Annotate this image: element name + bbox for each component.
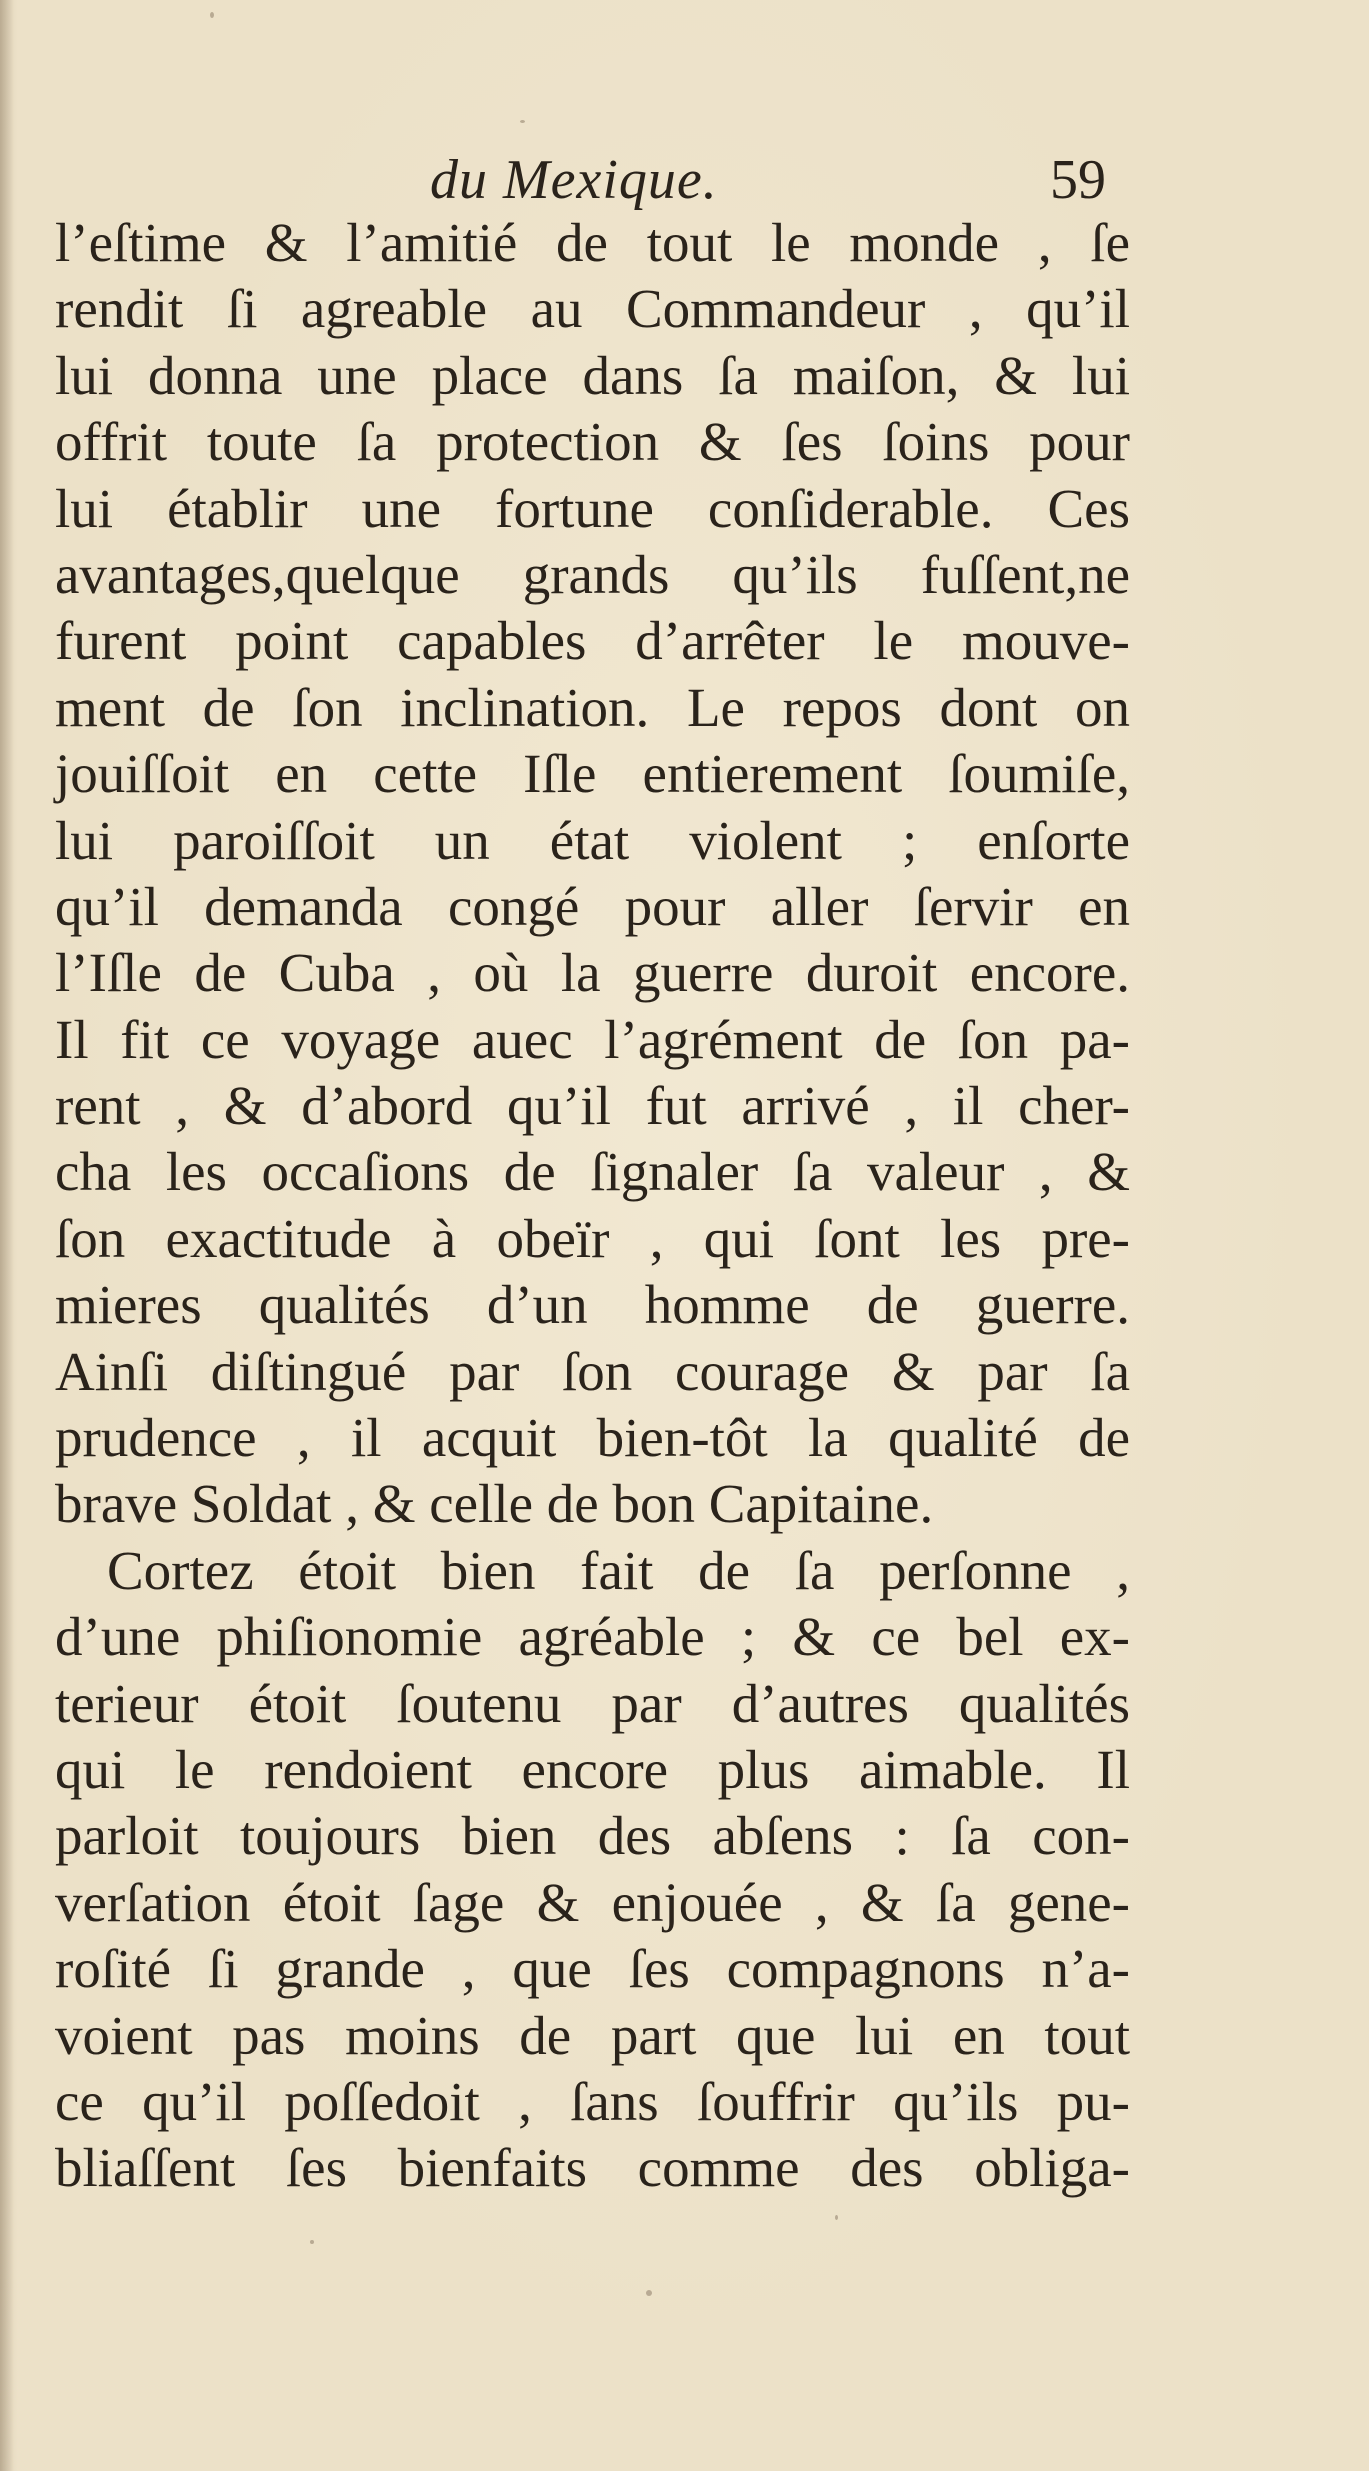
text-line: rent , & d’abord qu’il fut arrivé , il cher- [55,1075,1130,1137]
text-line: ment de ſon inclination. Le repos dont on [55,676,1130,738]
running-head [0,140,1369,220]
page-number: 59 [1050,149,1106,211]
text-line: d’une phiſionomie agréable ; & ce bel ex- [55,1606,1130,1668]
text-line: offrit toute ſa protection & ſes ſoins pour [55,411,1130,473]
text-line: ce qu’il poſſedoit , ſans ſouffrir qu’ils pu- [55,2070,1130,2132]
text-line: voient pas moins de part que lui en tout [55,2004,1130,2066]
body-text [55,210,1130,2202]
text-line: lui donna une place dans ſa maiſon, & lui [55,344,1130,406]
paper-speck [310,2240,314,2244]
text-line: jouiſſoit en cette Iſle entierement ſoumiſe, [55,743,1130,805]
page-gutter-shadow [0,0,14,2471]
text-line: mieres qualités d’un homme de guerre. [55,1274,1130,1336]
text-line: qui le rendoient encore plus aimable. Il [55,1738,1130,1800]
text-line: l’eſtime & l’amitié de tout le monde , ſe [55,212,1130,273]
text-line: rendit ſi agreable au Commandeur , qu’il [55,278,1130,340]
text-line: avantages,quelque grands qu’ils fuſſent,ne [55,543,1130,605]
paragraph-last-line: brave Soldat , & celle de bon Capitaine. [55,1473,934,1535]
text-line: furent point capables d’arrêter le mouve- [55,610,1130,672]
paper-speck [646,2290,652,2296]
text-line: lui paroiſſoit un état violent ; enſorte [55,809,1130,871]
text-line: cha les occaſions de ſignaler ſa valeur , & [55,1141,1130,1203]
text-line: lui établir une fortune conſiderable. Ces [55,477,1130,539]
text-line: l’Iſle de Cuba , où la guerre duroit encore. [55,942,1130,1004]
text-line: Ainſi diſtingué par ſon courage & par ſa [55,1340,1130,1402]
paper-speck [835,2215,838,2220]
text-line: bliaſſent ſes bienfaits comme des obliga- [55,2137,1130,2199]
paper-speck [210,12,214,18]
text-line: qu’il demanda congé pour aller ſervir en [55,875,1130,937]
text-line: verſation étoit ſage & enjouée , & ſa gene- [55,1871,1130,1933]
text-line: ſon exactitude à obeïr , qui ſont les pre- [55,1207,1130,1269]
paragraph-first-line: Cortez étoit bien fait de ſa perſonne , [107,1539,1130,1601]
running-head-title: du Mexique. [430,149,718,211]
text-line: parloit toujours bien des abſens : ſa con- [55,1805,1130,1867]
text-line: terieur étoit ſoutenu par d’autres qualités [55,1672,1130,1734]
text-line: prudence , il acquit bien-tôt la qualité de [55,1407,1130,1469]
text-line: Il fit ce voyage auec l’agrément de ſon pa- [55,1008,1130,1070]
text-line: roſité ſi grande , que ſes compagnons n’a- [55,1938,1130,2000]
paper-speck [520,120,525,123]
